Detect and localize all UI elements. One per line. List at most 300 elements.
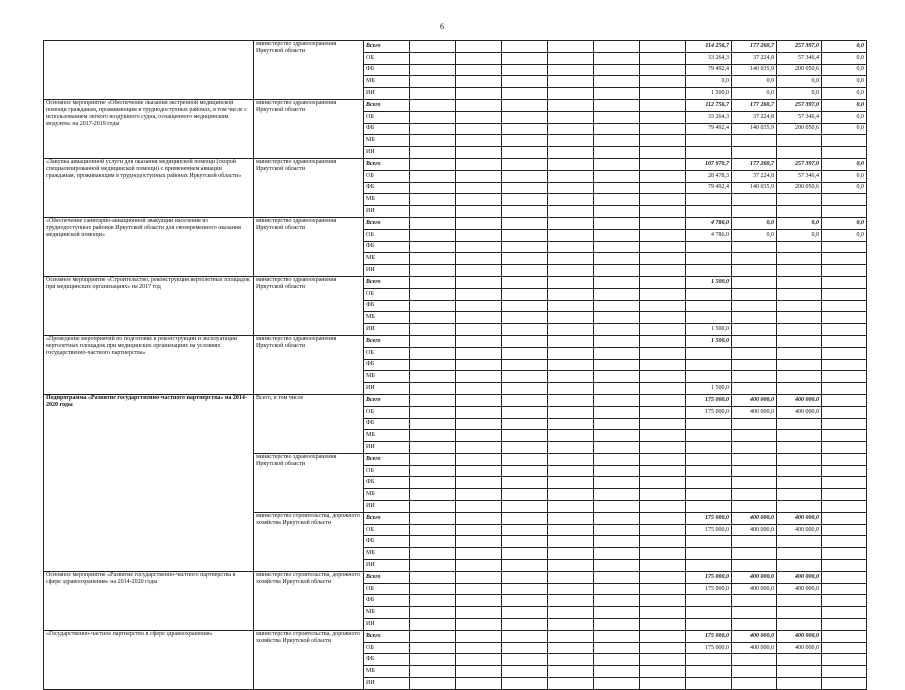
amount-cell: [777, 489, 822, 501]
empty-year-cell: [502, 88, 548, 100]
empty-year-cell: [410, 654, 456, 666]
empty-year-cell: [502, 394, 548, 406]
amount-cell: [732, 442, 777, 454]
empty-year-cell: [594, 548, 640, 560]
empty-year-cell: [410, 194, 456, 206]
empty-year-cell: [594, 489, 640, 501]
amount-cell: [777, 465, 822, 477]
empty-year-cell: [456, 536, 502, 548]
amount-cell: [822, 359, 867, 371]
empty-year-cell: [502, 206, 548, 218]
empty-year-cell: [456, 206, 502, 218]
funding-source: ИИ: [364, 265, 410, 277]
empty-year-cell: [640, 194, 686, 206]
empty-year-cell: [640, 206, 686, 218]
empty-year-cell: [548, 654, 594, 666]
amount-cell: 0,0: [822, 123, 867, 135]
empty-year-cell: [502, 217, 548, 229]
funding-source: МБ: [364, 666, 410, 678]
funding-source: Всего: [364, 453, 410, 465]
amount-cell: [822, 347, 867, 359]
empty-year-cell: [410, 253, 456, 265]
empty-year-cell: [640, 595, 686, 607]
empty-year-cell: [548, 276, 594, 288]
amount-cell: [777, 666, 822, 678]
empty-year-cell: [594, 288, 640, 300]
amount-cell: [732, 335, 777, 347]
amount-cell: 0,0: [686, 76, 732, 88]
amount-cell: [732, 666, 777, 678]
amount-cell: 79 492,4: [686, 123, 732, 135]
empty-year-cell: [502, 241, 548, 253]
amount-cell: [686, 489, 732, 501]
empty-year-cell: [640, 123, 686, 135]
empty-year-cell: [640, 99, 686, 111]
empty-year-cell: [410, 170, 456, 182]
empty-year-cell: [456, 630, 502, 642]
empty-year-cell: [410, 512, 456, 524]
funding-source: Всего: [364, 217, 410, 229]
empty-year-cell: [502, 430, 548, 442]
table-row: [44, 158, 867, 170]
amount-cell: [822, 442, 867, 454]
funding-source: ФБ: [364, 418, 410, 430]
amount-cell: 175 000,0: [686, 630, 732, 642]
amount-cell: 57 346,4: [777, 52, 822, 64]
empty-year-cell: [502, 194, 548, 206]
empty-year-cell: [410, 371, 456, 383]
amount-cell: [686, 666, 732, 678]
empty-year-cell: [640, 678, 686, 690]
empty-year-cell: [548, 642, 594, 654]
amount-cell: [822, 595, 867, 607]
amount-cell: [822, 206, 867, 218]
empty-year-cell: [594, 383, 640, 395]
empty-year-cell: [502, 453, 548, 465]
empty-year-cell: [456, 465, 502, 477]
empty-year-cell: [502, 276, 548, 288]
empty-year-cell: [456, 394, 502, 406]
amount-cell: 200 050,6: [777, 123, 822, 135]
empty-year-cell: [548, 229, 594, 241]
empty-year-cell: [456, 442, 502, 454]
executor-name: министерство здравоохранения Иркутской области: [254, 335, 364, 394]
empty-year-cell: [548, 206, 594, 218]
empty-year-cell: [410, 241, 456, 253]
empty-year-cell: [594, 324, 640, 336]
empty-year-cell: [410, 383, 456, 395]
amount-cell: [732, 300, 777, 312]
executor-name: министерство здравоохранения Иркутской области: [254, 99, 364, 158]
empty-year-cell: [594, 654, 640, 666]
empty-year-cell: [456, 170, 502, 182]
funding-source: ФБ: [364, 182, 410, 194]
empty-year-cell: [548, 501, 594, 513]
empty-year-cell: [548, 607, 594, 619]
empty-year-cell: [594, 276, 640, 288]
empty-year-cell: [594, 394, 640, 406]
amount-cell: 175 000,0: [686, 583, 732, 595]
empty-year-cell: [640, 288, 686, 300]
amount-cell: 1 500,0: [686, 88, 732, 100]
empty-year-cell: [640, 359, 686, 371]
table-row: [44, 217, 867, 229]
amount-cell: [822, 253, 867, 265]
empty-year-cell: [548, 406, 594, 418]
amount-cell: [686, 418, 732, 430]
empty-year-cell: [548, 335, 594, 347]
empty-year-cell: [640, 64, 686, 76]
empty-year-cell: [410, 418, 456, 430]
empty-year-cell: [456, 607, 502, 619]
empty-year-cell: [548, 359, 594, 371]
empty-year-cell: [548, 170, 594, 182]
empty-year-cell: [502, 64, 548, 76]
amount-cell: [686, 241, 732, 253]
amount-cell: 4 786,0: [686, 229, 732, 241]
amount-cell: [777, 265, 822, 277]
empty-year-cell: [594, 64, 640, 76]
empty-year-cell: [594, 418, 640, 430]
empty-year-cell: [410, 99, 456, 111]
empty-year-cell: [456, 489, 502, 501]
amount-cell: 33 264,3: [686, 111, 732, 123]
amount-cell: 107 970,7: [686, 158, 732, 170]
amount-cell: [822, 571, 867, 583]
empty-year-cell: [502, 76, 548, 88]
empty-year-cell: [548, 147, 594, 159]
amount-cell: 177 260,7: [732, 99, 777, 111]
funding-source: ОБ: [364, 52, 410, 64]
empty-year-cell: [594, 265, 640, 277]
empty-year-cell: [640, 630, 686, 642]
empty-year-cell: [502, 560, 548, 572]
executor-name: министерство строительства, дорожного хозяйства Иркутской области: [254, 630, 364, 689]
table-row: [44, 571, 867, 583]
amount-cell: [686, 548, 732, 560]
empty-year-cell: [640, 147, 686, 159]
empty-year-cell: [548, 217, 594, 229]
empty-year-cell: [502, 359, 548, 371]
amount-cell: [732, 477, 777, 489]
amount-cell: [822, 135, 867, 147]
amount-cell: 175 000,0: [686, 571, 732, 583]
amount-cell: [686, 678, 732, 690]
empty-year-cell: [502, 512, 548, 524]
amount-cell: 33 264,3: [686, 52, 732, 64]
funding-source: МБ: [364, 253, 410, 265]
empty-year-cell: [456, 583, 502, 595]
empty-year-cell: [640, 312, 686, 324]
empty-year-cell: [548, 288, 594, 300]
empty-year-cell: [594, 465, 640, 477]
empty-year-cell: [456, 371, 502, 383]
empty-year-cell: [640, 229, 686, 241]
empty-year-cell: [410, 229, 456, 241]
empty-year-cell: [640, 666, 686, 678]
empty-year-cell: [594, 630, 640, 642]
amount-cell: [777, 253, 822, 265]
empty-year-cell: [502, 489, 548, 501]
empty-year-cell: [502, 147, 548, 159]
empty-year-cell: [594, 477, 640, 489]
empty-year-cell: [640, 347, 686, 359]
empty-year-cell: [410, 583, 456, 595]
empty-year-cell: [456, 276, 502, 288]
empty-year-cell: [456, 512, 502, 524]
amount-cell: [686, 253, 732, 265]
amount-cell: 37 224,8: [732, 52, 777, 64]
amount-cell: [822, 477, 867, 489]
empty-year-cell: [456, 265, 502, 277]
empty-year-cell: [594, 147, 640, 159]
amount-cell: 0,0: [777, 88, 822, 100]
empty-year-cell: [548, 241, 594, 253]
empty-year-cell: [640, 619, 686, 631]
empty-year-cell: [640, 536, 686, 548]
empty-year-cell: [410, 135, 456, 147]
empty-year-cell: [594, 607, 640, 619]
empty-year-cell: [502, 182, 548, 194]
amount-cell: [822, 619, 867, 631]
empty-year-cell: [548, 111, 594, 123]
funding-source: ОБ: [364, 524, 410, 536]
empty-year-cell: [594, 111, 640, 123]
empty-year-cell: [456, 335, 502, 347]
funding-source: МБ: [364, 548, 410, 560]
amount-cell: 79 492,4: [686, 182, 732, 194]
empty-year-cell: [548, 477, 594, 489]
empty-year-cell: [502, 135, 548, 147]
empty-year-cell: [594, 300, 640, 312]
empty-year-cell: [594, 359, 640, 371]
amount-cell: 175 000,0: [686, 524, 732, 536]
amount-cell: 400 000,0: [777, 630, 822, 642]
empty-year-cell: [548, 536, 594, 548]
amount-cell: 140 035,9: [732, 182, 777, 194]
empty-year-cell: [410, 217, 456, 229]
amount-cell: [822, 276, 867, 288]
empty-year-cell: [548, 524, 594, 536]
amount-cell: [686, 206, 732, 218]
amount-cell: [686, 536, 732, 548]
empty-year-cell: [456, 560, 502, 572]
empty-year-cell: [502, 442, 548, 454]
empty-year-cell: [640, 253, 686, 265]
empty-year-cell: [594, 406, 640, 418]
funding-source: ИИ: [364, 560, 410, 572]
empty-year-cell: [594, 76, 640, 88]
empty-year-cell: [502, 265, 548, 277]
amount-cell: 400 000,0: [732, 394, 777, 406]
empty-year-cell: [456, 406, 502, 418]
amount-cell: 400 000,0: [732, 524, 777, 536]
amount-cell: [822, 312, 867, 324]
activity-description: «Закупка авиационной услуги для оказания медицинской помощи (скорой специализированной медицинской помощи) с применением авиации гражданам, проживающим в труднодоступных районах Иркутской области»: [44, 158, 254, 217]
empty-year-cell: [456, 253, 502, 265]
empty-year-cell: [594, 453, 640, 465]
empty-year-cell: [456, 418, 502, 430]
funding-source: Всего: [364, 512, 410, 524]
amount-cell: 0,0: [822, 229, 867, 241]
funding-source: ФБ: [364, 300, 410, 312]
amount-cell: [777, 276, 822, 288]
empty-year-cell: [640, 571, 686, 583]
amount-cell: [777, 206, 822, 218]
empty-year-cell: [410, 571, 456, 583]
empty-year-cell: [594, 123, 640, 135]
empty-year-cell: [456, 678, 502, 690]
empty-year-cell: [410, 524, 456, 536]
amount-cell: 0,0: [822, 170, 867, 182]
empty-year-cell: [594, 41, 640, 53]
funding-source: ИИ: [364, 383, 410, 395]
funding-source: ОБ: [364, 170, 410, 182]
empty-year-cell: [456, 217, 502, 229]
amount-cell: 400 000,0: [777, 571, 822, 583]
amount-cell: [822, 548, 867, 560]
amount-cell: [777, 430, 822, 442]
empty-year-cell: [502, 607, 548, 619]
activity-description: Основное мероприятие «Строительство, реконструкция вертолетных площадок при медицинских организациях» на 2017 год: [44, 276, 254, 335]
amount-cell: [822, 453, 867, 465]
amount-cell: [732, 560, 777, 572]
amount-cell: 400 000,0: [777, 406, 822, 418]
amount-cell: 0,0: [822, 41, 867, 53]
empty-year-cell: [456, 501, 502, 513]
empty-year-cell: [548, 512, 594, 524]
table-row: [44, 335, 867, 347]
amount-cell: [822, 512, 867, 524]
amount-cell: 400 000,0: [732, 406, 777, 418]
funding-source: ОБ: [364, 642, 410, 654]
amount-cell: 0,0: [732, 76, 777, 88]
amount-cell: [732, 194, 777, 206]
amount-cell: 0,0: [777, 229, 822, 241]
amount-cell: [686, 501, 732, 513]
amount-cell: [686, 442, 732, 454]
empty-year-cell: [502, 595, 548, 607]
amount-cell: 4 786,0: [686, 217, 732, 229]
empty-year-cell: [410, 182, 456, 194]
empty-year-cell: [456, 571, 502, 583]
empty-year-cell: [548, 41, 594, 53]
empty-year-cell: [594, 666, 640, 678]
empty-year-cell: [502, 371, 548, 383]
amount-cell: 400 000,0: [777, 524, 822, 536]
amount-cell: [732, 135, 777, 147]
empty-year-cell: [640, 501, 686, 513]
amount-cell: 257 397,0: [777, 99, 822, 111]
amount-cell: [822, 642, 867, 654]
empty-year-cell: [456, 453, 502, 465]
empty-year-cell: [502, 52, 548, 64]
amount-cell: [822, 194, 867, 206]
executor-name: министерство здравоохранения Иркутской области: [254, 217, 364, 276]
empty-year-cell: [594, 312, 640, 324]
empty-year-cell: [548, 619, 594, 631]
empty-year-cell: [456, 288, 502, 300]
activity-description: «Государственно-частное партнерство в сфере здравоохранения»: [44, 630, 254, 689]
table-row: [44, 41, 867, 53]
empty-year-cell: [548, 64, 594, 76]
amount-cell: [777, 536, 822, 548]
amount-cell: [777, 619, 822, 631]
empty-year-cell: [502, 571, 548, 583]
empty-year-cell: [502, 619, 548, 631]
amount-cell: 114 256,7: [686, 41, 732, 53]
empty-year-cell: [640, 111, 686, 123]
empty-year-cell: [410, 359, 456, 371]
empty-year-cell: [410, 406, 456, 418]
amount-cell: [777, 300, 822, 312]
amount-cell: [822, 265, 867, 277]
amount-cell: [686, 430, 732, 442]
empty-year-cell: [548, 52, 594, 64]
empty-year-cell: [456, 229, 502, 241]
executor-name: министерство здравоохранения Иркутской области: [254, 453, 364, 512]
empty-year-cell: [410, 206, 456, 218]
amount-cell: [732, 206, 777, 218]
empty-year-cell: [640, 406, 686, 418]
empty-year-cell: [410, 111, 456, 123]
funding-source: ФБ: [364, 64, 410, 76]
amount-cell: 0,0: [732, 217, 777, 229]
amount-cell: [777, 453, 822, 465]
funding-source: ФБ: [364, 123, 410, 135]
empty-year-cell: [640, 607, 686, 619]
amount-cell: 0,0: [822, 64, 867, 76]
funding-source: ФБ: [364, 595, 410, 607]
empty-year-cell: [456, 359, 502, 371]
empty-year-cell: [456, 123, 502, 135]
empty-year-cell: [502, 536, 548, 548]
empty-year-cell: [456, 111, 502, 123]
amount-cell: [777, 359, 822, 371]
empty-year-cell: [502, 501, 548, 513]
executor-name: министерство строительства, дорожного хозяйства Иркутской области: [254, 571, 364, 630]
empty-year-cell: [548, 489, 594, 501]
funding-source: Всего: [364, 630, 410, 642]
empty-year-cell: [640, 524, 686, 536]
empty-year-cell: [410, 642, 456, 654]
empty-year-cell: [410, 453, 456, 465]
empty-year-cell: [594, 642, 640, 654]
funding-source: ОБ: [364, 111, 410, 123]
empty-year-cell: [456, 548, 502, 560]
amount-cell: 400 000,0: [732, 571, 777, 583]
amount-cell: 0,0: [777, 217, 822, 229]
amount-cell: [822, 288, 867, 300]
amount-cell: 175 000,0: [686, 394, 732, 406]
activity-description: «Проведение мероприятий по подготовке к реконструкции и эксплуатации вертолетных площадок при медицинских организациях на условиях государственно-частного партнерства»: [44, 335, 254, 394]
empty-year-cell: [502, 253, 548, 265]
empty-year-cell: [502, 666, 548, 678]
amount-cell: 28 478,3: [686, 170, 732, 182]
amount-cell: [686, 453, 732, 465]
amount-cell: [732, 359, 777, 371]
amount-cell: [732, 536, 777, 548]
amount-cell: [822, 324, 867, 336]
empty-year-cell: [502, 111, 548, 123]
empty-year-cell: [502, 654, 548, 666]
amount-cell: 257 397,0: [777, 158, 822, 170]
empty-year-cell: [410, 158, 456, 170]
empty-year-cell: [594, 170, 640, 182]
empty-year-cell: [456, 147, 502, 159]
empty-year-cell: [594, 229, 640, 241]
amount-cell: [686, 619, 732, 631]
